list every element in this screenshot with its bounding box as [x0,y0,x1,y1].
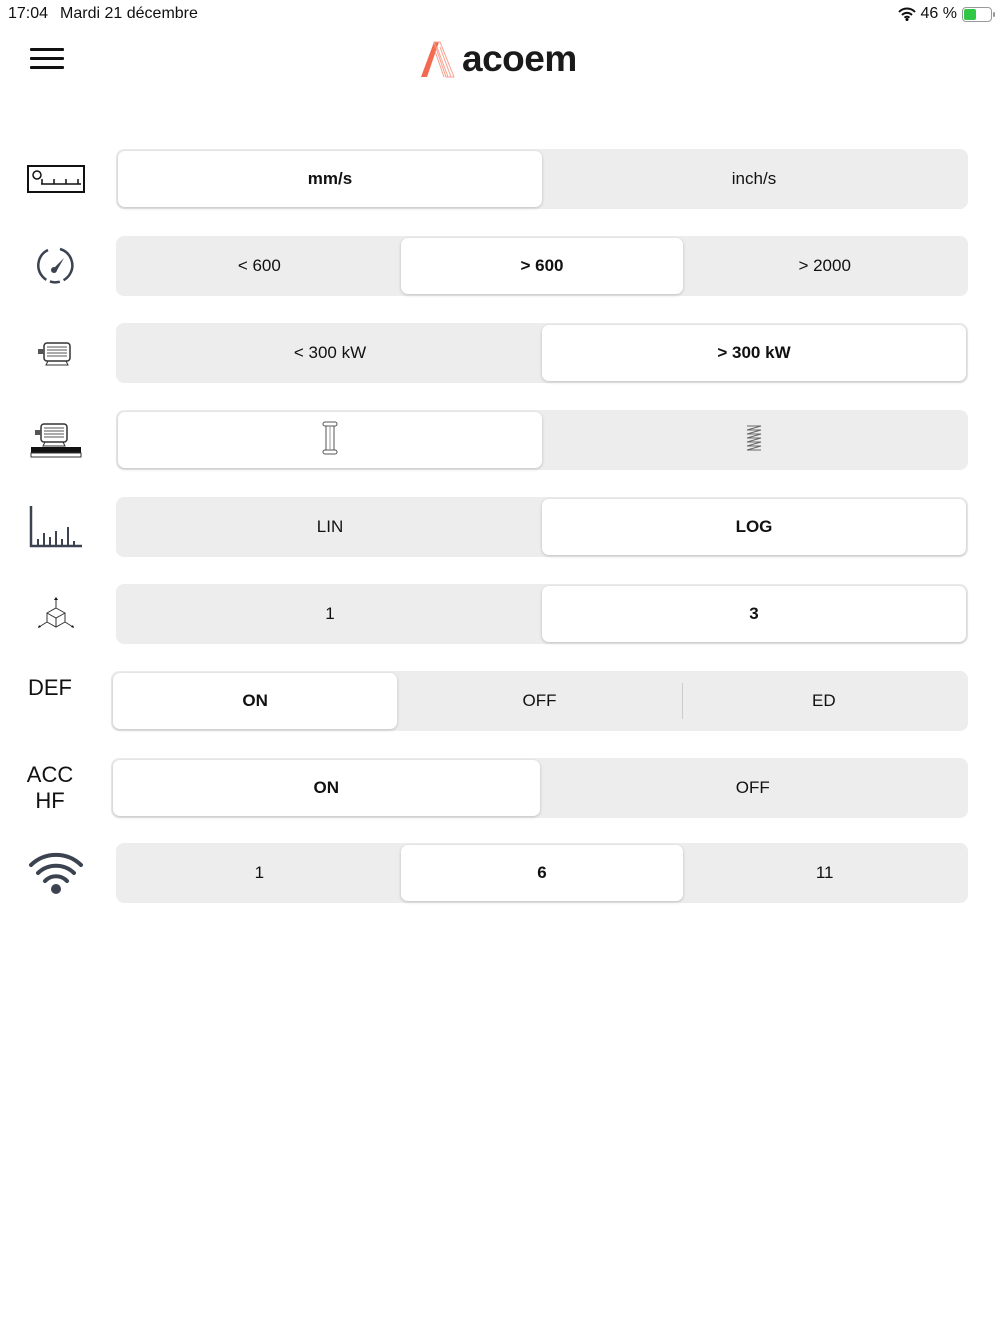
status-time: 17:04 [8,5,49,22]
hamburger-menu-button[interactable] [30,48,64,70]
setting-row [0,497,1000,557]
spring-mount-icon [745,424,763,457]
segment-label: 1 [325,604,335,623]
acoem-logo [418,38,577,80]
status-bar [8,4,992,24]
battery-icon [962,7,992,22]
segment-label: > 2000 [798,256,851,275]
segment-option[interactable] [542,499,966,555]
segment-label: < 300 kW [293,343,367,362]
segment-option[interactable] [401,845,684,901]
segment-label: ON [242,691,268,710]
battery-percent: 46 % [920,5,957,22]
setting-label-line: ACC [26,762,74,787]
segmented-control [116,584,968,644]
segment-option[interactable] [540,760,967,816]
triaxial-axes-icon [20,584,92,644]
segment-option[interactable] [113,673,397,729]
segment-option[interactable] [118,151,542,207]
segment-label: > 300 kW [717,343,791,362]
rigid-mount-icon [321,421,339,460]
acoem-logo-icon [418,39,456,79]
segment-label: mm/s [307,169,353,188]
segment-label: LOG [735,517,773,536]
setting-row [0,671,1000,731]
segment-option[interactable] [682,673,966,729]
segment-label: < 600 [237,256,281,275]
segment-option[interactable] [118,586,542,642]
motor-on-base-icon [20,410,92,470]
segment-option[interactable] [542,412,966,468]
segmented-control [111,671,968,731]
segmented-control [111,758,968,818]
segmented-control [116,410,968,470]
setting-label-line: DEF [28,675,72,700]
segmented-control [116,236,968,296]
segment-label: 3 [749,604,759,623]
logo-text: acoem [462,38,577,79]
wifi-status-icon [898,7,916,21]
segment-label: 1 [254,863,265,882]
segment-option[interactable] [118,325,542,381]
setting-row [0,323,1000,383]
segment-option[interactable] [683,845,966,901]
segment-option[interactable] [118,499,542,555]
segment-option[interactable] [113,760,540,816]
segment-option[interactable] [542,586,966,642]
setting-row [0,410,1000,470]
segment-label: OFF [735,778,770,797]
segment-option[interactable] [542,151,966,207]
setting-row [0,758,1000,818]
segment-label: LIN [316,517,344,536]
segmented-control [116,149,968,209]
segment-label: inch/s [731,169,777,188]
segment-label: ED [812,691,836,710]
segment-label: ON [313,778,339,797]
setting-label [20,675,80,701]
segment-option[interactable] [683,238,966,294]
segment-label: > 600 [520,256,564,275]
setting-label [20,762,80,814]
status-date: Mardi 21 décembre [60,5,198,22]
segmented-control [116,497,968,557]
setting-row [0,584,1000,644]
setting-row [0,236,1000,296]
spectrum-chart-icon [20,497,92,557]
segment-option[interactable] [401,238,684,294]
setting-row [0,843,1000,903]
segment-option[interactable] [118,845,401,901]
ruler-scale-icon [20,149,92,209]
segment-label: 6 [537,863,547,882]
segmented-control [116,843,968,903]
segment-option[interactable] [397,673,681,729]
segment-label: OFF [522,691,557,710]
speedometer-icon [20,236,92,296]
motor-icon [20,323,92,383]
segment-label: 11 [815,863,834,882]
setting-label-line: HF [35,788,65,813]
wifi-channel-icon [20,843,92,903]
segment-option[interactable] [118,412,542,468]
segmented-control [116,323,968,383]
segment-option[interactable] [542,325,966,381]
setting-row [0,149,1000,209]
segment-option[interactable] [118,238,401,294]
